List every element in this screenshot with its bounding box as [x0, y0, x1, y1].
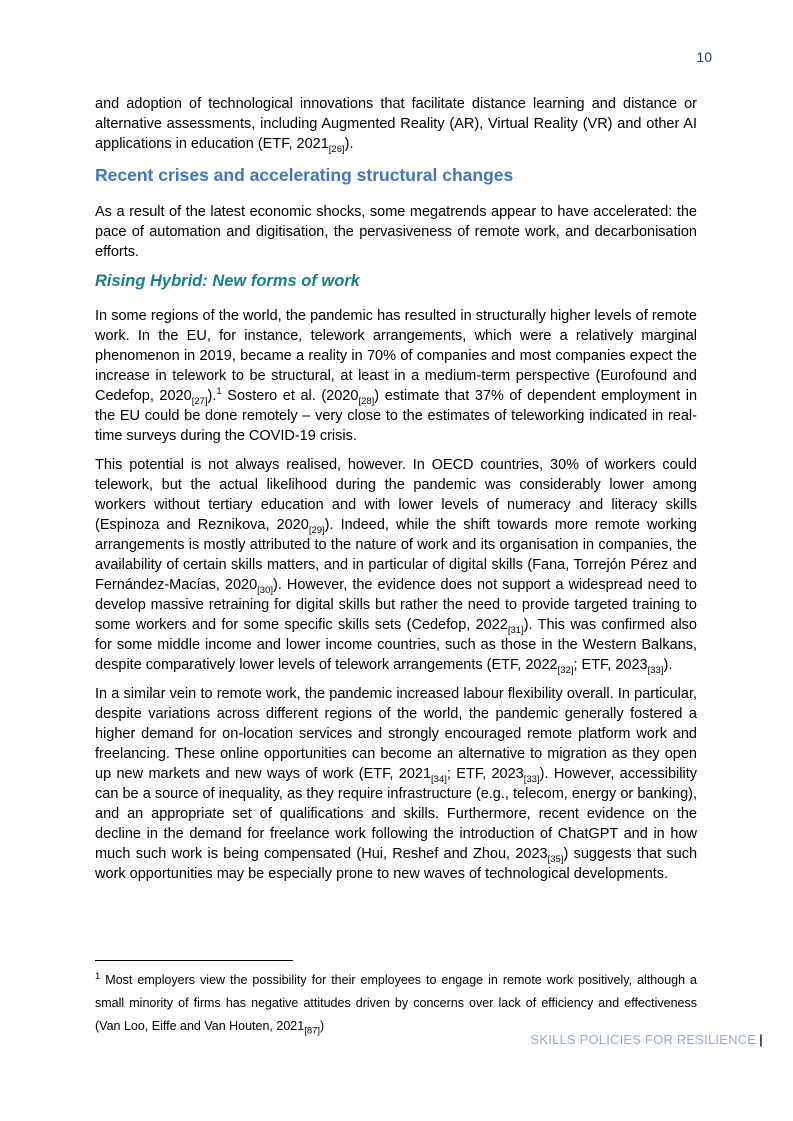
- footnote-separator-rule: [95, 960, 293, 961]
- page-number: 10: [696, 49, 712, 65]
- footer-separator-bar: |: [759, 1032, 763, 1047]
- subsection-heading: Rising Hybrid: New forms of work: [95, 272, 360, 290]
- paragraph-intro-continuation: and adoption of technological innovations that facilitate distance learning and distance or alternative assessments, including Augmented Reality (AR), Virtual Reality (VR) and other AI applications in education (ETF, $2021_{[26]}$).: [95, 96, 697, 155]
- paragraph-telework-potential: This potential is not always realised, however. In OECD countries, 30% of workers could telework, but the actual likelihood during the pandemic was considerably lower among workers without tertiary education and with lower levels of numeracy and literacy skills (Espinoza and Reznikova, $2020_{[29]}$). Indeed, while the shift towards more remote working arrangements is mostly attributed to the nature of work and its organisation in companies, the availability of certain skills matters, and in particular of digital skills (Fana, Torrejón Pérez and Fernández-Macías, $2020_{[30]}$). However, the evidence does not support a widespread need to develop massive retraining for digital skills but rather the need to provide targeted training to some workers and for some specific skills sets (Cedefop, $2022_{[31]}$). This was confirmed also for some middle income and lower income countries, such as those in the Western Balkans, despite comparatively lower levels of telework arrangements (ETF, $2022_{[32]}$; ETF, $2023_{[33]}$).: [95, 457, 697, 676]
- footer-title: SKILLS POLICIES FOR RESILIENCE: [530, 1032, 757, 1047]
- paragraph-remote-work-eu: In some regions of the world, the pandemic has resulted in structurally higher levels of remote work. In the EU, for instance, telework arrangements, which were a relatively marginal phenomenon in 2019, became a reality in 70% of companies and most companies expect the increase in telework to be structural, at least in a medium-term perspective (Eurofound and Cedefop, $2020_{[27]}).^1$ Sostero et al. $(2020_{[28]})$ estimate that 37% of dependent employment in the EU could be done remotely – very close to the estimates of teleworking indicated in real-time surveys during the COVID-19 crisis.: [95, 308, 698, 444]
- page-footer: [531, 1032, 763, 1047]
- footnote-area: [95, 960, 697, 1038]
- footnote-text: $^1$ Most employers view the possibility for their employees to engage in remote work positively, although a small minority of firms has negative attitudes driven by concerns over lack of efficiency and effectiveness (Van Loo, Eiffe and Van Houten, $2021_{[87]}$): [95, 970, 697, 1037]
- page-content: [95, 94, 697, 893]
- paragraph-labour-flexibility: In a similar vein to remote work, the pandemic increased labour flexibility overall. In particular, despite variations across different regions of the world, the pandemic generally fostered a higher demand for on-location services and strongly encouraged remote platform work and freelancing. These online opportunities can become an alternative to migration as they open up new markets and new ways of work (ETF, $2021_{[34]}$; ETF, $2023_{[33]}$). However, accessibility can be a source of inequality, as they require infrastructure (e.g., telecom, energy or banking), and an appropriate set of qualifications and skills. Furthermore, recent evidence on the decline in the demand for freelance work following the introduction of ChatGPT and in how much such work is being compensated (Hui, Reshef and Zhou, $2023_{[35]}$) suggests that such work opportunities may be especially prone to new waves of technological developments.: [95, 686, 698, 882]
- paragraph-megatrends: As a result of the latest economic shocks, some megatrends appear to have accelerated: the pace of automation and digitisation, the pervasiveness of remote work, and decarbonisation efforts.: [95, 204, 697, 260]
- section-heading: Recent crises and accelerating structural changes: [95, 165, 514, 185]
